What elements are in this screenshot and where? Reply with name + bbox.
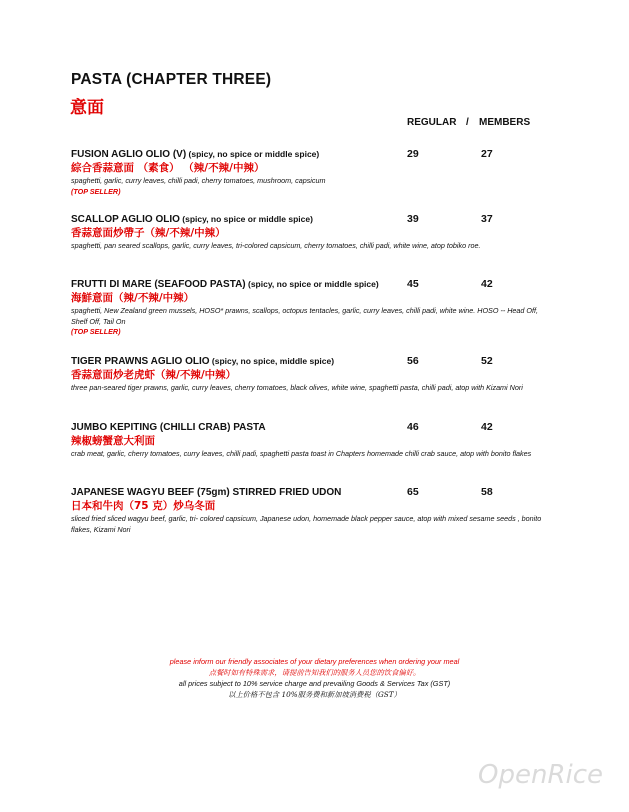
menu-item xyxy=(71,213,561,252)
top-seller-badge: (TOP SELLER) xyxy=(71,327,121,336)
item-name-chinese: 香蒜意面炒老虎虾（辣/不辣/中辣） xyxy=(71,369,237,381)
item-name: JUMBO KEPITING (CHILLI CRAB) PASTA xyxy=(71,422,266,433)
item-description: sliced fried sliced wagyu beef, garlic, tri- colored capsicum, Japanese udon, homemade black pepper sauce, atop with mixed sesame seeds , bonito flakes, Kizami Nori xyxy=(71,514,542,534)
dietary-notice-chinese: 点餐时如有特殊需求，请提前告知我们的服务人员您的饮食偏好。 xyxy=(208,668,421,677)
regular-price: 45 xyxy=(407,278,419,290)
menu-item xyxy=(71,486,561,535)
regular-price: 56 xyxy=(407,355,419,367)
members-price: 42 xyxy=(481,278,493,290)
item-name-chinese: 綜合香蒜意面 （素食） （辣/不辣/中辣） xyxy=(71,162,265,174)
menu-item xyxy=(71,148,561,197)
regular-price-header: REGULAR xyxy=(407,117,457,128)
regular-price: 39 xyxy=(407,213,419,225)
item-description: spaghetti, pan seared scallops, garlic, curry leaves, tri-colored capsicum, cherry tomatoes, chilli padi, white wine, atop tobiko roe. xyxy=(71,241,481,250)
service-charge-notice-chinese: 以上价格不包含 10%服务费和新加坡消费税（GST） xyxy=(228,690,401,699)
members-price: 52 xyxy=(481,355,493,367)
members-price: 27 xyxy=(481,148,493,160)
regular-price: 29 xyxy=(407,148,419,160)
members-price: 37 xyxy=(481,213,493,225)
item-name-chinese: 辣椒螃蟹意大利面 xyxy=(71,435,155,447)
menu-item xyxy=(71,355,561,394)
item-description: three pan-seared tiger prawns, garlic, curry leaves, cherry tomatoes, black olives, white wine, spaghetti pasta, chilli padi, atop with Kizami Nori xyxy=(71,383,523,392)
item-description: crab meat, garlic, cherry tomatoes, curry leaves, chilli padi, spaghetti pasta toast in Chapters homemade chilli crab sauce, atop with bonito flakes xyxy=(71,449,532,458)
item-name: JAPANESE WAGYU BEEF (75gm) STIRRED FRIED UDON xyxy=(71,487,342,498)
members-price-header: MEMBERS xyxy=(479,117,531,128)
spice-note: (spicy, no spice or middle spice) xyxy=(186,149,320,159)
section-title: PASTA (CHAPTER THREE) xyxy=(71,71,272,88)
header-separator: / xyxy=(466,117,469,128)
regular-price: 65 xyxy=(407,486,419,498)
item-name: TIGER PRAWNS AGLIO OLIO (spicy, no spice, middle spice) xyxy=(71,356,335,367)
item-name-chinese: 日本和牛肉（75 克）炒乌冬面 xyxy=(71,500,216,512)
service-charge-notice: all prices subject to 10% service charge and prevailing Goods & Services Tax (GST) xyxy=(178,679,451,688)
openrice-watermark: OpenRice xyxy=(478,760,604,790)
spice-note: (spicy, no spice or middle spice) xyxy=(179,214,313,224)
menu-item xyxy=(71,421,561,460)
item-name-chinese: 海鮮意面（辣/不辣/中辣） xyxy=(71,292,195,304)
spice-note: (spicy, no spice, middle spice) xyxy=(209,356,335,366)
item-description: spaghetti, New Zealand green mussels, HOSO* prawns, scallops, octopus tentacles, garlic, curry leaves, chilli padi, white wine. HOSO -- Head Off, Shelf Off, Tail On xyxy=(71,306,538,326)
menu-item xyxy=(71,278,561,338)
regular-price: 46 xyxy=(407,421,419,433)
item-name: FUSION AGLIO OLIO (V) (spicy, no spice or middle spice) xyxy=(71,149,320,160)
item-name-chinese: 香蒜意面炒帶子（辣/不辣/中辣） xyxy=(71,227,226,239)
dietary-notice: please inform our friendly associates of your dietary preferences when ordering your meal xyxy=(169,657,460,666)
item-name: SCALLOP AGLIO OLIO (spicy, no spice or middle spice) xyxy=(71,214,313,225)
section-title-chinese: 意面 xyxy=(70,98,104,118)
spice-note: (spicy, no spice or middle spice) xyxy=(245,279,379,289)
members-price: 42 xyxy=(481,421,493,433)
item-description: spaghetti, garlic, curry leaves, chilli padi, cherry tomatoes, mushroom, capsicum xyxy=(71,176,326,185)
top-seller-badge: (TOP SELLER) xyxy=(71,186,121,196)
item-name: FRUTTI DI MARE (SEAFOOD PASTA) (spicy, no spice or middle spice) xyxy=(71,279,379,290)
members-price: 58 xyxy=(481,486,493,498)
